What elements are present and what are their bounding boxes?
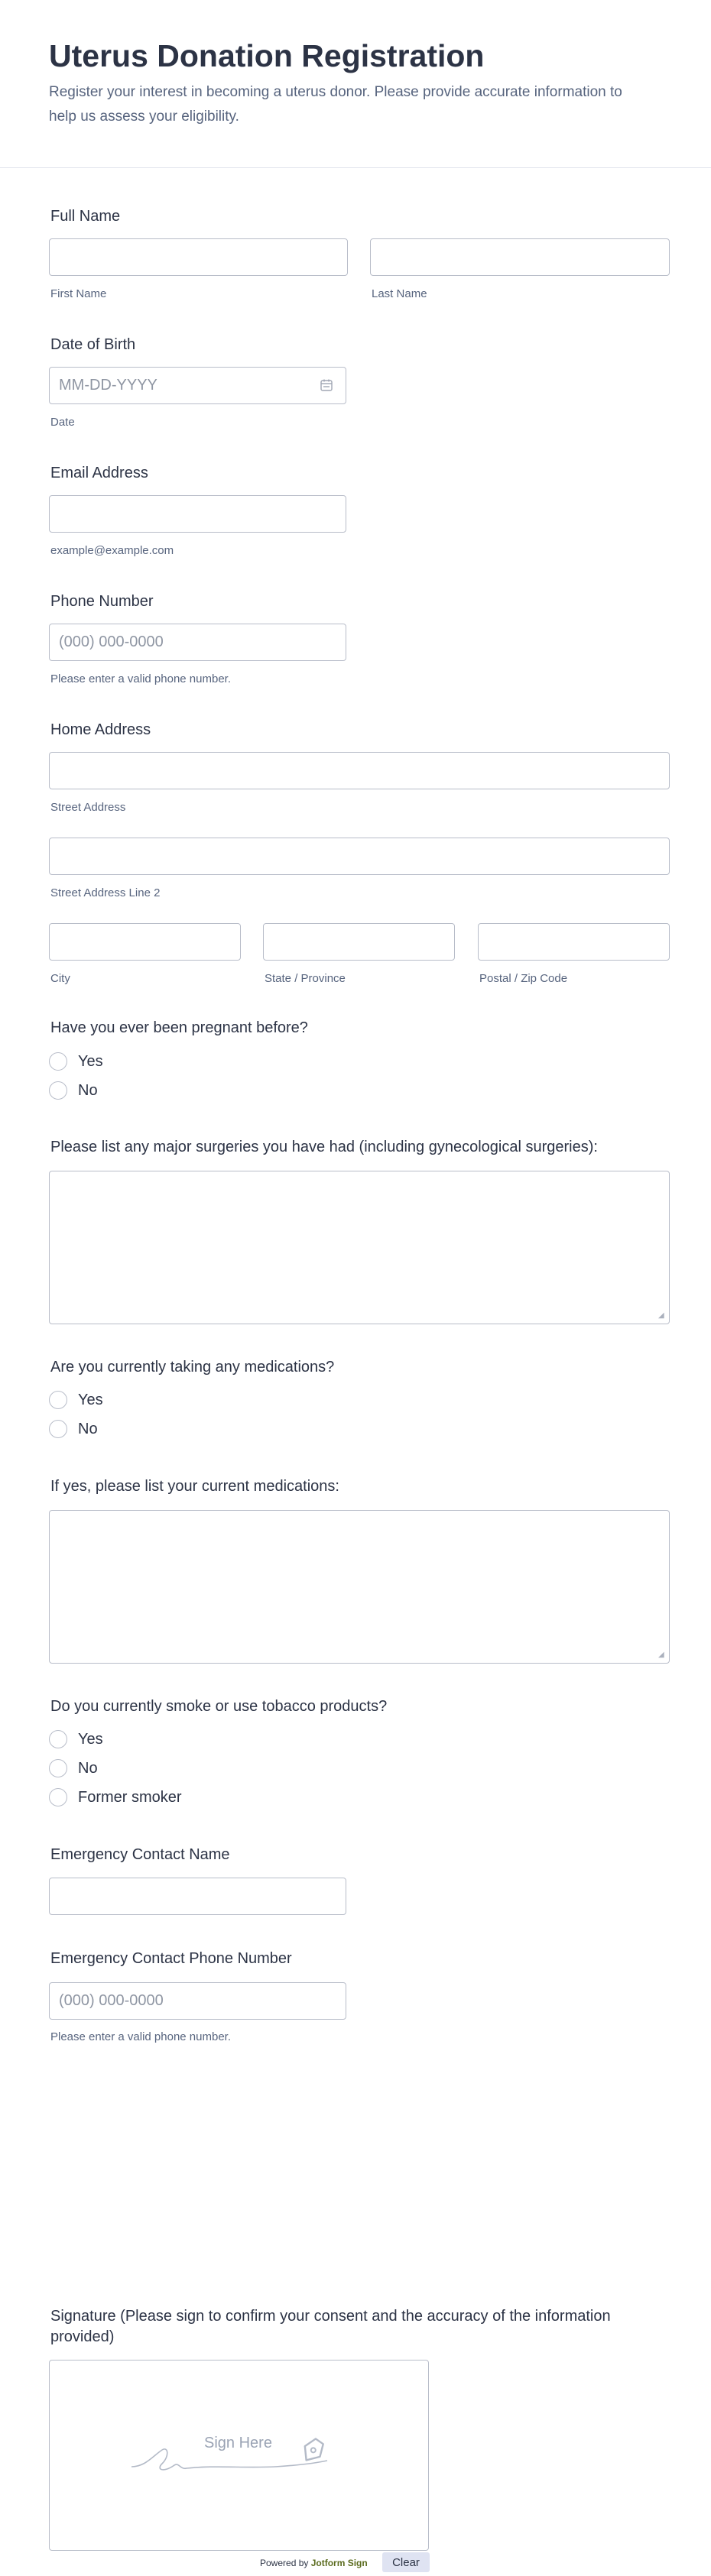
emergency-name-label: Emergency Contact Name [50,1846,230,1863]
dob-label: Date of Birth [50,336,136,353]
zip-sublabel: Postal / Zip Code [479,972,568,985]
smoke-label: Do you currently smoke or use tobacco products? [50,1698,388,1715]
calendar-icon[interactable] [320,378,333,392]
email-label: Email Address [50,465,148,481]
smoke-option-former[interactable] [49,1787,182,1808]
first-name-input[interactable] [49,238,348,276]
phone-input[interactable] [49,624,346,661]
state-sublabel: State / Province [265,972,346,985]
radio-button[interactable] [49,1420,67,1438]
radio-button[interactable] [49,1730,67,1748]
form-header [0,0,711,168]
radio-label: No [78,1420,98,1437]
city-sublabel: City [50,972,70,985]
page-subtitle: Register your interest in becoming a uterus donor. Please provide accurate information to help us assess your eligibility. [49,84,622,125]
surgeries-textarea[interactable] [49,1171,670,1324]
powered-by-brand: Jotform Sign [310,2558,368,2568]
radio-label: No [78,1081,98,1099]
powered-by [260,2558,368,2568]
phone-label: Phone Number [50,593,154,610]
street-address-input[interactable] [49,752,670,789]
medication-list-textarea[interactable] [49,1510,670,1664]
last-name-input[interactable] [370,238,670,276]
smoke-option-no[interactable] [49,1758,98,1779]
street-address-sublabel: Street Address [50,801,126,814]
sign-here-placeholder: Sign Here [204,2435,272,2451]
emergency-name-input[interactable] [49,1878,346,1915]
radio-label: Former smoker [78,1788,182,1806]
pregnant-option-no[interactable] [49,1080,98,1101]
zip-input[interactable] [478,923,670,961]
medications-option-yes[interactable] [49,1389,103,1411]
full-name-label: Full Name [50,208,121,225]
radio-label: Yes [78,1052,103,1070]
radio-label: Yes [78,1730,103,1748]
emergency-phone-input[interactable] [49,1982,346,2020]
medication-list-label: If yes, please list your current medications: [50,1478,339,1495]
first-name-sublabel: First Name [50,287,107,300]
dob-input[interactable] [49,367,346,404]
powered-by-prefix: Powered by [260,2558,309,2568]
email-sublabel: example@example.com [50,544,174,557]
smoke-option-yes[interactable] [49,1729,103,1750]
radio-button[interactable] [49,1759,67,1777]
medications-label: Are you currently taking any medications? [50,1359,335,1375]
radio-button[interactable] [49,1081,67,1100]
phone-sublabel: Please enter a valid phone number. [50,672,231,685]
emergency-phone-sublabel: Please enter a valid phone number. [50,2030,231,2043]
radio-button[interactable] [49,1788,67,1806]
pregnant-option-yes[interactable] [49,1051,103,1072]
pregnant-label: Have you ever been pregnant before? [50,1019,308,1036]
email-input[interactable] [49,495,346,533]
radio-label: Yes [78,1391,103,1408]
city-input[interactable] [49,923,241,961]
dob-sublabel: Date [50,416,75,429]
resize-handle-icon[interactable]: ◢ [658,1651,664,1659]
surgeries-label: Please list any major surgeries you have had (including gynecological surgeries): [50,1139,598,1155]
medications-option-no[interactable] [49,1418,98,1440]
street-address-line2-input[interactable] [49,838,670,875]
signature-label: Signature (Please sign to confirm your consent and the accuracy of the information provided) [50,2308,611,2345]
radio-button[interactable] [49,1052,67,1071]
state-input[interactable] [263,923,455,961]
last-name-sublabel: Last Name [372,287,427,300]
resize-handle-icon[interactable]: ◢ [658,1311,664,1320]
address-label: Home Address [50,721,151,738]
radio-label: No [78,1759,98,1777]
page-title: Uterus Donation Registration [49,38,485,73]
street-address-line2-sublabel: Street Address Line 2 [50,886,161,899]
radio-button[interactable] [49,1391,67,1409]
clear-signature-button[interactable]: Clear [382,2552,430,2572]
emergency-phone-label: Emergency Contact Phone Number [50,1950,292,1967]
